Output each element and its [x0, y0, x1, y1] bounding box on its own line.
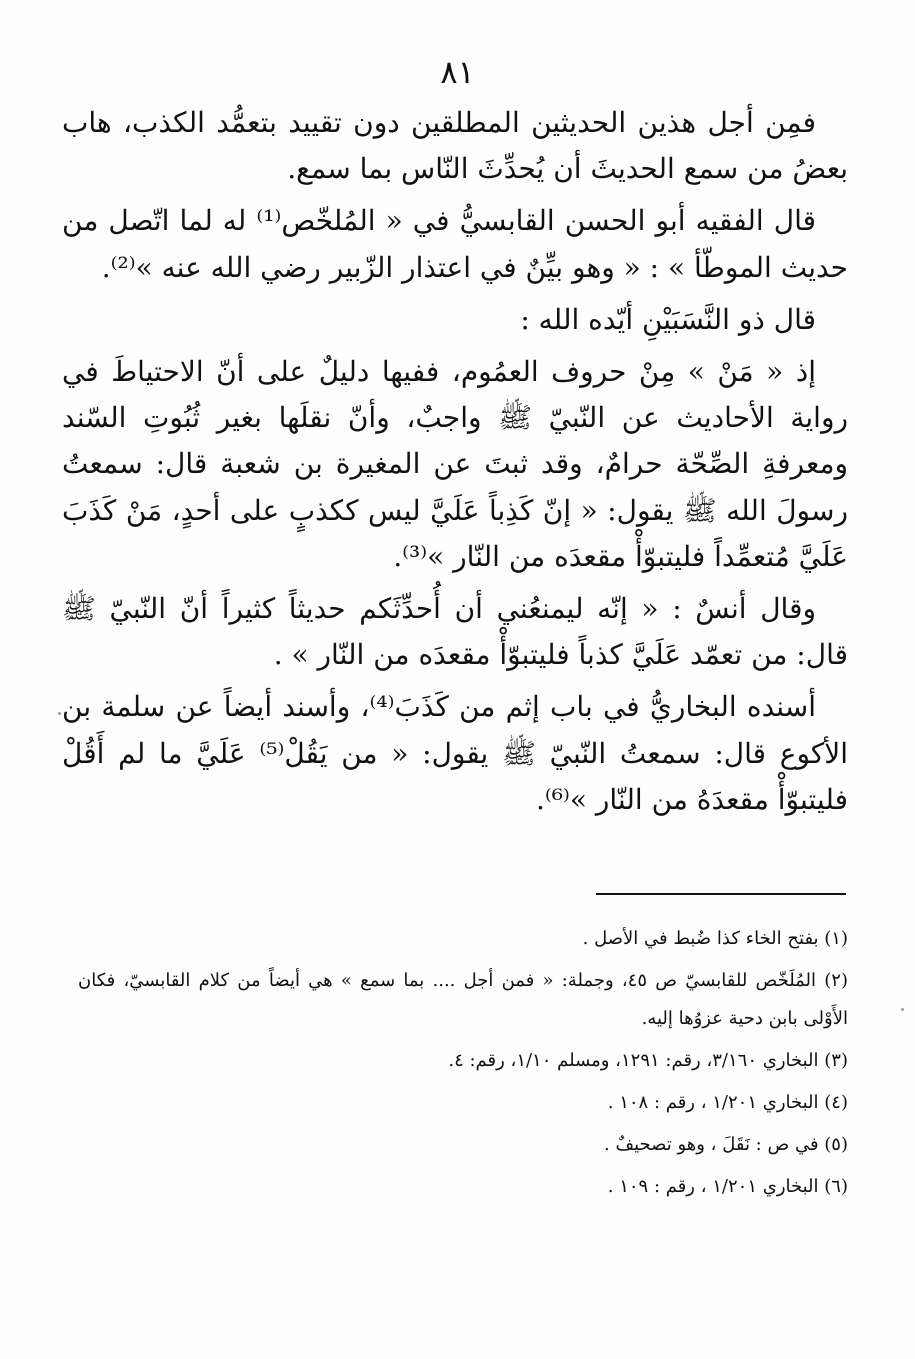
- footnote: (٤) البخاري ١/٢٠١ ، رقم : ١٠٨ .: [607, 1092, 848, 1113]
- footnote: (٣) البخاري ٣/١٦٠، رقم: ١٢٩١، ومسلم ١/١٠، رقم: ٤.: [448, 1050, 848, 1071]
- paragraph: قال ذو النَّسَبَيْنِ أيّده الله :: [520, 302, 816, 336]
- paragraph: فمِن أجل هذين الحديثين المطلقين دون تقييد بتعمُّد الكذب، هاب بعضُ من سمع الحديثَ أن يُحدِّثَ النّاس بما سمع.: [62, 106, 848, 186]
- scan-speck: [901, 1008, 904, 1011]
- footnote-divider: [596, 893, 846, 895]
- page-number: ٨١: [440, 53, 475, 91]
- paragraph: وقال أنسٌ : « إنّه ليمنعُني أن أُحدِّثَكم حديثاً كثيراً أنّ النّبيّ ﷺ قال: من تعمّد عَلَيَّ كذباً فليتبوّأْ مقعدَه من النّار » .: [62, 592, 848, 672]
- paragraph: أسنده البخاريُّ في باب إثم من كَذَبَ⁽⁴⁾، وأسند أيضاً عن سلمة بن الأكوع قال: سمعتُ النّبيّ ﷺ يقول: « من يَقُلْ⁽⁵⁾ عَلَيَّ ما لم أَقُلْ فليتبوّأْ مقعدَهُ من النّار »⁽⁶⁾.: [62, 690, 849, 816]
- footnote: (٦) البخاري ١/٢٠١ ، رقم : ١٠٩ .: [607, 1176, 848, 1197]
- main-text: [62, 100, 848, 823]
- footnote: (١) بفتح الخاء كذا ضُبط في الأصل .: [582, 928, 848, 949]
- paragraph: قال الفقيه أبو الحسن القابسيُّ في « المُلخّص⁽¹⁾ له لما اتّصل من حديث الموطّأ » : « وهو بيِّنٌ في اعتذار الزّبير رضي الله عنه »⁽²⁾.: [62, 204, 848, 284]
- footnote: (٢) المُلَخّص للقابسيّ ص ٤٥، وجملة: « فمن أجل .... بما سمع » هي أيضاً من كلام القابسيّ، فكان الأَوْلى بابن دحية عزوُها إليه.: [78, 970, 848, 1029]
- scan-speck: [58, 712, 61, 715]
- paragraph: إذ « مَنْ » مِنْ حروف العمُوم، ففيها دليلٌ على أنّ الاحتياطَ في رواية الأحاديث عن النّبيّ ﷺ واجبٌ، وأنّ نقلَها بغير ثُبُوتِ السّند ومعرفةِ الصِّحّة حرامٌ، وقد ثبتَ عن المغيرة بن شعبة قال: سمعتُ رسولَ الله ﷺ يقول: « إنّ كَذِباً عَلَيَّ ليس ككذبٍ على أحدٍ، مَنْ كَذَبَ عَلَيَّ مُتعمِّداً فليتبوّأْ مقعدَه من النّار »⁽³⁾.: [62, 355, 848, 573]
- footnote: (٥) في ص : نَقَلَ ، وهو تصحيفٌ .: [604, 1134, 848, 1155]
- footnotes: [78, 920, 848, 1206]
